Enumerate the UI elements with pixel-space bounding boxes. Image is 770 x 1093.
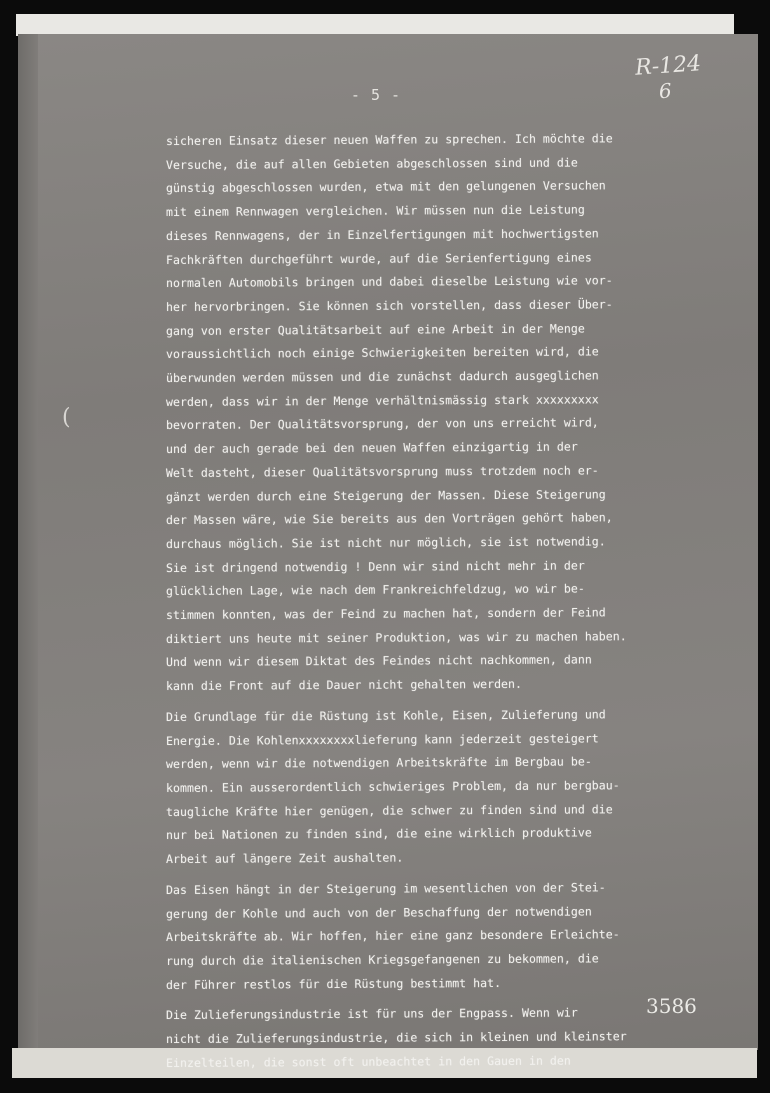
page-edge-shadow — [18, 34, 38, 1050]
text-line: Die Grundlage für die Rüstung ist Kohle, Eisen, Zulieferung und — [165, 707, 606, 724]
text-line: taugliche Kräfte hier genügen, die schwer zu finden sind und die — [165, 801, 613, 819]
archive-number: 3586 — [646, 994, 697, 1018]
text-line: nicht die Zulieferungsindustrie, die sich in kleinen und kleinster — [165, 1029, 627, 1047]
photo-frame-top — [16, 14, 734, 36]
text-line: der Massen wäre, wie Sie bereits aus den Vorträgen gehört haben, — [165, 510, 613, 528]
text-line: Das Eisen hängt in der Steigerung im wesentlichen von der Stei- — [165, 880, 606, 897]
text-line: und der auch gerade bei den neuen Waffen einzigartig in der — [165, 439, 578, 457]
text-line: voraussichtlich noch einige Schwierigkeiten bereiten wird, die — [165, 344, 599, 362]
text-line: Energie. Die Kohlenxxxxxxxxlieferung kann jederzeit gesteigert — [165, 730, 599, 748]
text-line: durchaus möglich. Sie ist nicht nur möglich, sie ist notwendig. — [165, 534, 606, 551]
text-line: mit einem Rennwagen vergleichen. Wir müssen nun die Leistung — [165, 202, 585, 220]
text-line: kann die Front auf die Dauer nicht gehalten werden. — [165, 676, 523, 694]
text-line: sicheren Einsatz dieser neuen Waffen zu sprechen. Ich möchte die — [165, 131, 613, 148]
text-line: stimmen konnten, was der Feind zu machen hat, sondern der Feind — [165, 605, 606, 623]
text-line: her hervorbringen. Sie können sich vorstellen, dass dieser Über- — [165, 297, 613, 314]
text-line: werden, dass wir in der Menge verhältnismässig stark xxxxxxxxx — [165, 392, 599, 409]
typed-body-text — [166, 130, 751, 1075]
text-line: überwunden werden müssen und die zunächst dadurch ausgeglichen — [165, 368, 599, 386]
paragraph — [166, 879, 751, 998]
text-line: gänzt werden durch eine Steigerung der Massen. Diese Steigerung — [165, 486, 606, 504]
text-line: Und wenn wir diesem Diktat des Feindes nicht nachkommen, dann — [165, 652, 592, 670]
text-line: günstig abgeschlossen wurden, etwa mit den gelungenen Versuchen — [165, 178, 606, 196]
handwritten-note-line: R-124 — [634, 51, 702, 81]
text-line: werden, wenn wir die notwendigen Arbeitskräfte im Bergbau be- — [165, 754, 592, 772]
text-line: kommen. Ein ausserordentlich schwieriges Problem, da nur bergbau- — [165, 778, 620, 795]
text-line: Einzelteilen, die sonst oft unbeachtet in den Gauen in den — [165, 1053, 571, 1070]
text-line: Welt dasteht, dieser Qualitätsvorsprung muss trotzdem noch er- — [165, 463, 599, 480]
paragraph — [166, 706, 751, 872]
text-line: diktiert uns heute mit seiner Produktion, was wir zu machen haben. — [165, 628, 627, 646]
page-number: - 5 - — [350, 86, 402, 104]
text-line: Die Zulieferungsindustrie ist für uns der Engpass. Wenn wir — [165, 1005, 578, 1023]
text-line: dieses Rennwagens, der in Einzelfertigungen mit hochwertigsten — [165, 226, 599, 243]
text-line: der Führer restlos für die Rüstung bestimmt hat. — [165, 975, 502, 992]
text-line: rung durch die italienischen Kriegsgefangenen zu bekommen, die — [165, 951, 599, 968]
text-line: bevorraten. Der Qualitätsvorsprung, der von uns erreicht wird, — [165, 415, 599, 433]
text-line: gang von erster Qualitätsarbeit auf eine Arbeit in der Menge — [165, 321, 585, 338]
text-line: normalen Automobils bringen und dabei dieselbe Leistung wie vor- — [165, 273, 613, 291]
text-line: nur bei Nationen zu finden sind, die eine wirklich produktive — [165, 825, 592, 843]
paragraph — [166, 130, 751, 699]
text-line: Arbeitskräfte ab. Wir hoffen, hier eine ganz besondere Erleichte- — [165, 927, 620, 945]
text-line: Arbeit auf längere Zeit aushalten. — [165, 850, 404, 867]
text-line: glücklichen Lage, wie nach dem Frankreichfeldzug, wo wir be- — [165, 581, 585, 599]
text-line: Sie ist dringend notwendig ! Denn wir sind nicht mehr in der — [165, 558, 585, 575]
text-line: Fachkräften durchgeführt wurde, auf die Serienfertigung eines — [165, 249, 592, 267]
handwritten-note — [634, 51, 717, 104]
margin-mark: ( — [62, 405, 71, 430]
handwritten-note-line: 6 — [658, 78, 673, 104]
text-line: gerung der Kohle und auch von der Beschaffung der notwendigen — [165, 903, 592, 921]
text-line: Versuche, die auf allen Gebieten abgeschlossen sind und die — [165, 155, 578, 172]
